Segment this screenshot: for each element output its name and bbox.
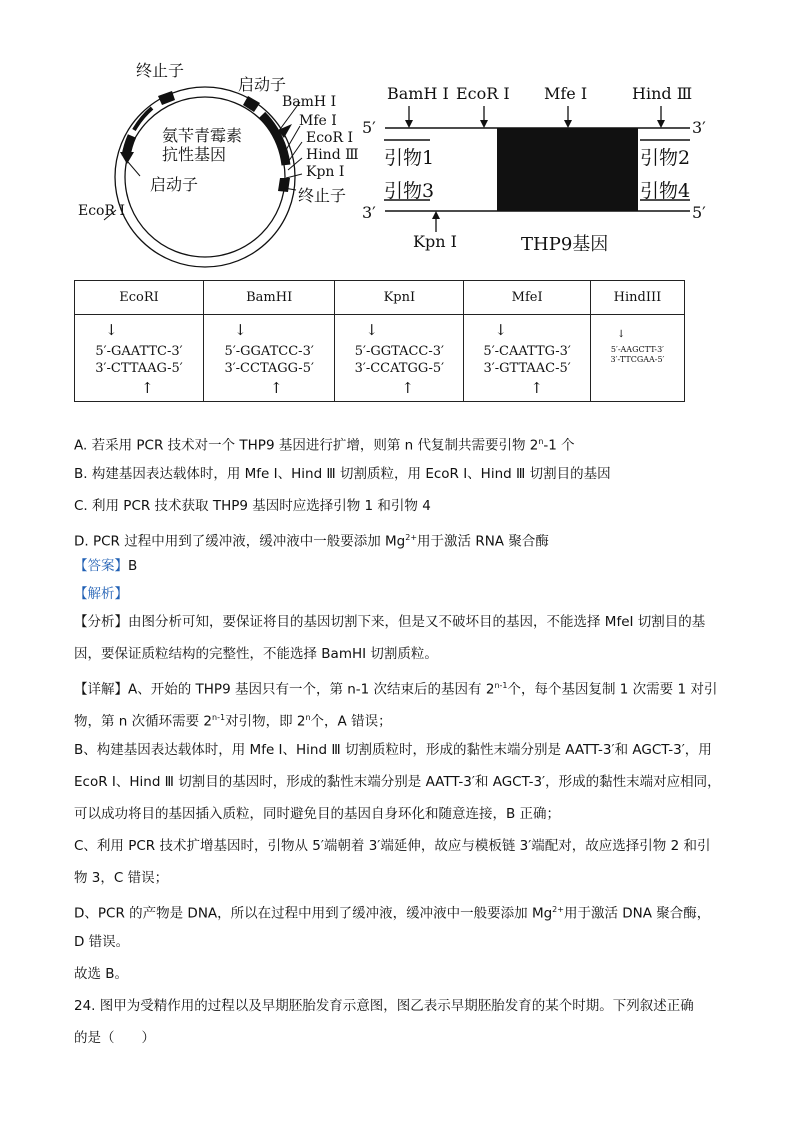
option-d[interactable] xyxy=(74,528,549,552)
analysis-text: 【详解】A、开始的 THP9 基因只有一个，第 n-1 次结束后的基因有 2 xyxy=(74,681,495,698)
analysis-p1-line1: 【分析】由图分析可知，要保证将目的基因切割下来，但是又不破坏目的基因，不能选择 MfeI 切割目的基 xyxy=(74,614,706,630)
enzyme-cell xyxy=(590,315,684,402)
enzyme-table xyxy=(74,280,685,402)
analysis-p3-line3: 可以成功将目的基因插入质粒，同时避免目的基因自身环化和随意连接，B 正确； xyxy=(74,806,561,822)
end-5-top: 5′ xyxy=(362,118,376,137)
option-a-text-end: -1 个 xyxy=(543,437,575,454)
enzyme-cell xyxy=(203,315,334,402)
superscript: 2+ xyxy=(405,533,418,542)
enzyme-sequence xyxy=(591,345,684,365)
enzyme-header: EcoRI xyxy=(75,281,204,315)
resistance-gene-label-2: 抗性基因 xyxy=(162,145,227,164)
promoter-top-label: 启动子 xyxy=(238,75,287,94)
cut-up-arrow: ↑ xyxy=(530,379,543,397)
cut-up-arrow: ↑ xyxy=(141,379,154,397)
primer2-label: 引物2 xyxy=(640,147,691,169)
primer3-label: 引物3 xyxy=(384,180,435,202)
site-mfei-label: Mfe Ⅰ xyxy=(544,84,588,103)
enzyme-sequence xyxy=(75,343,203,377)
superscript: n-1 xyxy=(494,681,508,690)
analysis-p3-line2: EcoR Ⅰ、Hind Ⅲ 切割目的基因时，形成的黏性末端分别是 AATT-3′和 AGCT-3′，形成的黏性末端对应相同， xyxy=(74,774,721,790)
bottom-strand: 3′-CTTAAG-5′ xyxy=(95,361,183,376)
ecori-left-label: EcoR Ⅰ xyxy=(78,203,126,219)
question-24-line1: 24. 图甲为受精作用的过程以及早期胚胎发育示意图，图乙表示早期胚胎发育的某个时期。下列叙述正确 xyxy=(74,998,694,1014)
primer4-label: 引物4 xyxy=(640,180,691,202)
enzyme-sequence xyxy=(464,343,590,377)
analysis-text: 个，每个基因复制 1 次需要 1 对引 xyxy=(507,681,718,698)
analysis-p2-line1 xyxy=(74,676,717,700)
superscript: n xyxy=(305,713,311,722)
option-d-text-end: 用于激活 RNA 聚合酶 xyxy=(417,533,549,550)
enzyme-cell xyxy=(335,315,464,402)
end-3-bottom: 3′ xyxy=(362,203,376,222)
enzyme-cell xyxy=(75,315,204,402)
analysis-p4-line1: C、利用 PCR 技术扩增基因时，引物从 5′端朝着 3′端延伸，故应与模板链 3′端配对，故应选择引物 2 和引 xyxy=(74,838,711,854)
cut-up-arrow: ↑ xyxy=(401,379,414,397)
bottom-strand: 3′-TTCGAA-5′ xyxy=(610,355,665,364)
analysis-text: D、PCR 的产物是 DNA，所以在过程中用到了缓冲液，缓冲液中一般要添加 Mg xyxy=(74,905,553,922)
analysis-p5-line2: D 错误。 xyxy=(74,934,130,950)
cut-down-arrow: ↓ xyxy=(616,329,626,340)
analysis-text: 物，第 n 次循环需要 2 xyxy=(74,713,213,730)
top-strand: 5′-AAGCTT-3′ xyxy=(610,345,664,354)
cut-up-arrow: ↑ xyxy=(269,379,283,397)
question-24-line2: 的是（ ） xyxy=(74,1030,155,1046)
top-strand: 5′-CAATTG-3′ xyxy=(483,344,571,359)
bamhi-plasmid-label: BamH Ⅰ xyxy=(282,94,337,110)
promoter-left-label: 启动子 xyxy=(150,175,199,194)
cut-down-arrow: ↓ xyxy=(365,321,378,339)
site-hindiii-label: Hind Ⅲ xyxy=(632,84,693,103)
kpni-plasmid-label: Kpn Ⅰ xyxy=(306,164,345,180)
analysis-conclusion: 故选 B。 xyxy=(74,966,129,982)
analysis-p2-line2 xyxy=(74,708,392,732)
bottom-strand: 3′-GTTAAC-5′ xyxy=(483,361,571,376)
gene-label: THP9基因 xyxy=(521,234,609,255)
superscript: 2+ xyxy=(552,905,564,914)
enzyme-sequence xyxy=(335,343,463,377)
ecori-plasmid-label: EcoR Ⅰ xyxy=(306,130,354,146)
top-strand: 5′-GGATCC-3′ xyxy=(224,344,314,359)
answer-value: B xyxy=(128,558,138,574)
site-kpni-label: Kpn Ⅰ xyxy=(413,232,457,251)
enzyme-header: BamHI xyxy=(203,281,334,315)
answer-line xyxy=(74,556,137,576)
site-bamhi-label: BamH Ⅰ xyxy=(387,84,449,103)
bottom-strand: 3′-CCTAGG-5′ xyxy=(224,361,314,376)
analysis-text: 个，A 错误； xyxy=(310,713,392,730)
superscript: n xyxy=(538,437,544,446)
analysis-text: 用于激活 DNA 聚合酶， xyxy=(563,905,711,922)
enzyme-header: KpnI xyxy=(335,281,464,315)
terminator-bottom-label: 终止子 xyxy=(298,186,347,205)
plasmid-ring-drawing xyxy=(100,70,310,280)
end-3-top: 3′ xyxy=(692,118,706,137)
analysis-heading: 【解析】 xyxy=(74,586,128,602)
mfei-plasmid-label: Mfe Ⅰ xyxy=(299,113,337,129)
cut-down-arrow: ↓ xyxy=(494,321,507,339)
cut-down-arrow: ↓ xyxy=(105,321,118,339)
terminator-top-label: 终止子 xyxy=(136,61,185,80)
analysis-text: 对引物，即 2 xyxy=(225,713,306,730)
hindiii-plasmid-label: Hind Ⅲ xyxy=(306,147,359,163)
enzyme-header: HindIII xyxy=(590,281,684,315)
option-d-text: D. PCR 过程中用到了缓冲液，缓冲液中一般要添加 Mg xyxy=(74,533,406,550)
analysis-p1-line2: 因，要保证质粒结构的完整性，不能选择 BamHI 切割质粒。 xyxy=(74,646,438,662)
enzyme-cell xyxy=(464,315,591,402)
option-a[interactable] xyxy=(74,432,575,456)
analysis-p4-line2: 物 3，C 错误； xyxy=(74,870,169,886)
bottom-strand: 3′-CCATGG-5′ xyxy=(354,361,445,376)
resistance-gene-label-1: 氨苄青霉素 xyxy=(162,126,243,145)
enzyme-sequence xyxy=(204,343,334,377)
option-b[interactable]: B. 构建基因表达载体时，用 Mfe Ⅰ、Hind Ⅲ 切割质粒，用 EcoR Ⅰ、Hind Ⅲ 切割目的基因 xyxy=(74,466,611,482)
top-strand: 5′-GGTACC-3′ xyxy=(354,344,444,359)
analysis-p3-line1: B、构建基因表达载体时，用 Mfe Ⅰ、Hind Ⅲ 切割质粒时，形成的黏性末端分别是 AATT-3′和 AGCT-3′，用 xyxy=(74,742,712,758)
answer-label: 【答案】 xyxy=(74,558,128,574)
top-strand: 5′-GAATTC-3′ xyxy=(95,344,183,359)
site-ecori-label: EcoR Ⅰ xyxy=(456,84,510,103)
cut-down-arrow: ↓ xyxy=(233,321,247,339)
superscript: n-1 xyxy=(212,713,226,722)
enzyme-header: MfeI xyxy=(464,281,591,315)
option-c[interactable]: C. 利用 PCR 技术获取 THP9 基因时应选择引物 1 和引物 4 xyxy=(74,498,431,514)
end-5-bottom: 5′ xyxy=(692,203,706,222)
primer1-label: 引物1 xyxy=(384,147,435,169)
option-a-text: A. 若采用 PCR 技术对一个 THP9 基因进行扩增，则第 n 代复制共需要引物 2 xyxy=(74,437,539,454)
analysis-p5-line1 xyxy=(74,900,710,924)
